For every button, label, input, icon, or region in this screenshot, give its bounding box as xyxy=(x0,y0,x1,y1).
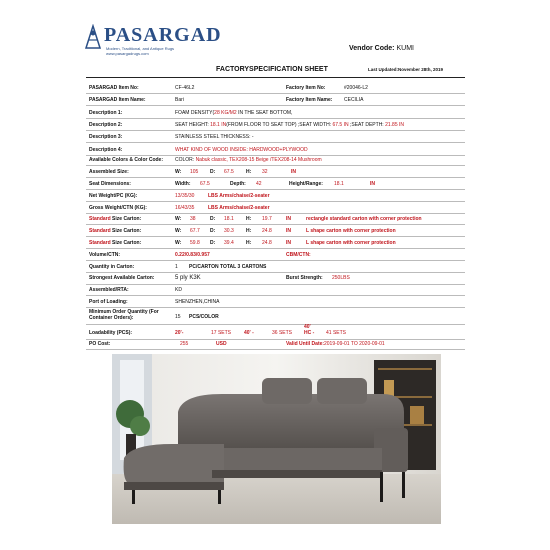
row-divider xyxy=(86,93,465,94)
row-divider xyxy=(86,165,465,166)
row-divider xyxy=(86,324,465,325)
row-divider xyxy=(86,201,465,202)
row-divider xyxy=(86,349,465,350)
row-moq: Minimum Order Quantity (For Container Orders): 15 PCS/COLOR xyxy=(89,309,219,321)
row-divider xyxy=(86,339,465,340)
logo-emblem-icon xyxy=(84,24,102,50)
logo-tagline: Modern, Traditional, and Antique Rugs www.pasargadrugs.com xyxy=(106,46,175,56)
row-divider xyxy=(86,142,465,143)
top-rule xyxy=(86,77,465,78)
sheet-title: FACTORYSPECIFICATION SHEET xyxy=(216,66,328,73)
row-divider xyxy=(86,295,465,296)
logo-name: PASARGAD xyxy=(104,24,222,46)
row-divider xyxy=(86,130,465,131)
sofa-photo-illustration xyxy=(112,354,441,524)
row-divider xyxy=(86,177,465,178)
row-divider xyxy=(86,307,465,308)
vendor-code: Vendor Code: KUMI xyxy=(349,45,414,52)
row-divider xyxy=(86,224,465,225)
row-divider xyxy=(86,248,465,249)
row-divider xyxy=(86,236,465,237)
row-divider xyxy=(86,260,465,261)
row-divider xyxy=(86,155,465,156)
last-updated: Last Updated:November 28th, 2019 xyxy=(368,67,444,72)
row-divider xyxy=(86,213,465,214)
row-divider xyxy=(86,189,465,190)
row-loadability: Loadability (PCS): 20'- 17 SETS 40' - 36 SETS 40' HC - 41 SETS xyxy=(89,324,347,336)
row-divider xyxy=(86,118,465,119)
row-divider xyxy=(86,272,465,273)
company-logo xyxy=(84,24,224,68)
row-divider xyxy=(86,105,465,106)
product-photo xyxy=(112,354,441,524)
row-divider xyxy=(86,284,465,285)
